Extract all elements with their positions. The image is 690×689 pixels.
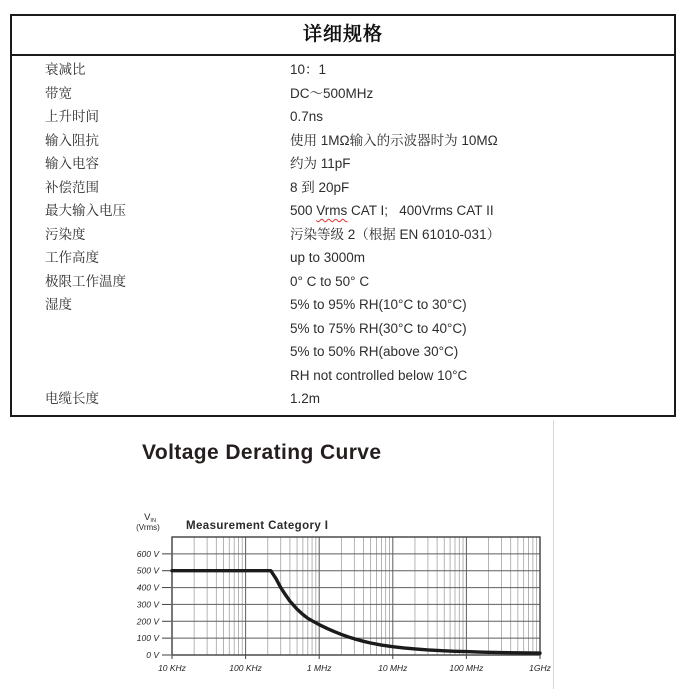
spec-row xyxy=(12,364,674,388)
spec-row-label: 极限工作温度 xyxy=(45,273,126,289)
spec-row-value: 0.7ns xyxy=(290,109,324,124)
chart-x-tick-label: 10 MHz xyxy=(378,663,408,673)
spec-row-value: 1.2m xyxy=(290,391,321,406)
chart-x-tick-label: 100 MHz xyxy=(449,663,484,673)
spec-row-value: 污染等级 2（根据 EN 61010-031） xyxy=(290,226,501,242)
spec-row-value: 5% to 95% RH(10°C to 30°C) xyxy=(290,297,467,312)
spec-row xyxy=(12,270,674,294)
spec-row xyxy=(12,176,674,200)
spec-row xyxy=(12,387,674,411)
spec-row-label: 最大输入电压 xyxy=(45,203,126,218)
spec-row xyxy=(12,293,674,317)
chart-y-tick-label: 500 V xyxy=(136,565,159,576)
chart-title: Measurement Category I xyxy=(186,520,329,532)
chart-x-tick-label: 10 KHz xyxy=(158,663,186,673)
spec-row xyxy=(12,246,674,270)
spec-row-value: DC～500MHz xyxy=(290,85,374,101)
spec-row xyxy=(12,152,674,176)
spec-table xyxy=(10,14,676,417)
spec-row-label: 工作高度 xyxy=(45,250,99,265)
spec-row-value: 10：1 xyxy=(290,62,327,77)
spec-row-label: 输入电容 xyxy=(45,156,99,171)
chart-y-tick-label: 0 V xyxy=(146,650,159,660)
chart-x-tick-label: 1GHz xyxy=(529,663,551,673)
spec-row-value: 5% to 75% RH(30°C to 40°C) xyxy=(290,320,467,336)
chart-x-tick-label: 1 MHz xyxy=(306,663,332,673)
scan-artifact-line xyxy=(553,420,554,689)
chart-y-tick-label: 100 V xyxy=(136,633,159,644)
chart-y-axis-unit-label: (Vrms) xyxy=(136,523,160,532)
spec-row-value: up to 3000m xyxy=(290,250,366,265)
spec-row-label: 衰减比 xyxy=(45,62,86,77)
chart-y-tick-label: 400 V xyxy=(136,582,159,593)
spec-row xyxy=(12,317,674,341)
spec-row xyxy=(12,223,674,247)
spellcheck-flagged-word: Vrms xyxy=(316,203,348,218)
spec-row-label: 上升时间 xyxy=(45,109,99,124)
chart-y-tick-label: 200 V xyxy=(136,616,159,627)
spec-row-label: 电缆长度 xyxy=(45,391,99,406)
spec-row-value: 使用 1MΩ输入的示波器时为 10MΩ xyxy=(290,132,498,148)
chart-x-tick-label: 100 KHz xyxy=(229,663,262,673)
voltage-derating-chart xyxy=(120,503,570,689)
spec-row-label: 带宽 xyxy=(45,85,72,101)
spec-row xyxy=(12,105,674,129)
spec-row xyxy=(12,58,674,82)
spec-row xyxy=(12,129,674,153)
spec-row-label xyxy=(12,364,290,388)
spec-row-value: 约为 11pF xyxy=(290,156,351,171)
spec-row-value: 500 Vrms CAT I; 400Vrms CAT II xyxy=(290,203,494,218)
spec-row-value: 0° C to 50° C xyxy=(290,273,370,289)
chart-y-tick-label: 300 V xyxy=(136,599,159,610)
spec-row-value: RH not controlled below 10°C xyxy=(290,367,468,383)
spec-row xyxy=(12,82,674,106)
spec-row-label: 输入阻抗 xyxy=(45,132,99,148)
chart-y-axis-label: $V_{IN}$ xyxy=(144,512,156,524)
chart-y-tick-label: 600 V xyxy=(136,548,159,559)
spec-table-title: 详细规格 xyxy=(12,16,674,56)
spec-row-label xyxy=(12,317,290,341)
spec-row xyxy=(12,199,674,223)
spec-row-label: 补偿范围 xyxy=(45,179,99,195)
spec-row-value: 5% to 50% RH(above 30°C) xyxy=(290,344,459,359)
spec-row xyxy=(12,340,674,364)
spec-table-body xyxy=(12,56,674,415)
spec-row-label: 湿度 xyxy=(45,297,72,312)
section-heading: Voltage Derating Curve xyxy=(142,441,382,464)
spec-row-value: 8 到 20pF xyxy=(290,179,350,195)
spec-row-label: 污染度 xyxy=(45,226,86,242)
chart-plot-border xyxy=(172,537,540,655)
spec-row-label xyxy=(12,340,290,364)
chart-curve xyxy=(172,571,540,653)
